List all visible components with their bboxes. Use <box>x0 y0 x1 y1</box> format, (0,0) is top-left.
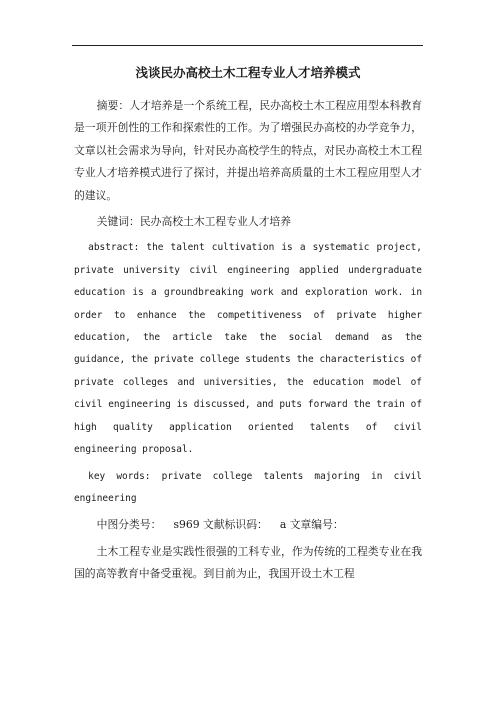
document-body <box>74 62 422 586</box>
keywords-cn-label: 关键词： <box>96 215 140 229</box>
doc-code-label: 文献标识码： <box>203 518 268 532</box>
abstract-cn-text: 人才培养是一个系统工程，民办高校土木工程应用型本科教育是一项开创性的工作和探索性的工作。为了增强民办高校的办学竞争力，文章以社会需求为导向，针对民办高校学生的特点，对民办高校土木工程专业人才培养模式进行了探讨，并提出培养高质量的土木工程应用型人才的建议。 <box>74 99 423 202</box>
document-title: 浅谈民办高校土木工程专业人才培养模式 <box>135 65 361 80</box>
classification-line <box>74 514 422 536</box>
body-paragraph: 土木工程专业是实践性很强的工科专业，作为传统的工程类专业在我国的高等教育中备受重视。到目前为止，我国开设土木工程 <box>74 544 422 581</box>
abstract-en-paragraph: abstract: the talent cultivation is a systematic project, private university civil engineering applied undergraduate education is a groundbreaking work and exploration work. in order to enhance the competitiveness of private higher education, the article take the social demand as the guidance, the private college students the characteristics of private colleges and universities, the education model of civil engineering is discussed, and puts forward the train of high quality application oriented talents of civil engineering proposal. <box>74 242 422 456</box>
clc-value: s969 <box>173 518 200 532</box>
abstract-cn-paragraph <box>74 95 422 207</box>
keywords-cn-paragraph <box>74 211 422 233</box>
header-rule <box>72 45 423 46</box>
keywords-en-paragraph: key words: private college talents majoring in civil engineering <box>74 470 422 504</box>
article-no-label: 文章编号： <box>289 518 344 532</box>
keywords-cn-text: 民办高校土木工程专业人才培养 <box>139 215 292 229</box>
clc-label: 中图分类号： <box>96 518 162 532</box>
abstract-cn-label: 摘要： <box>96 99 130 112</box>
doc-code-value: a <box>279 518 287 532</box>
